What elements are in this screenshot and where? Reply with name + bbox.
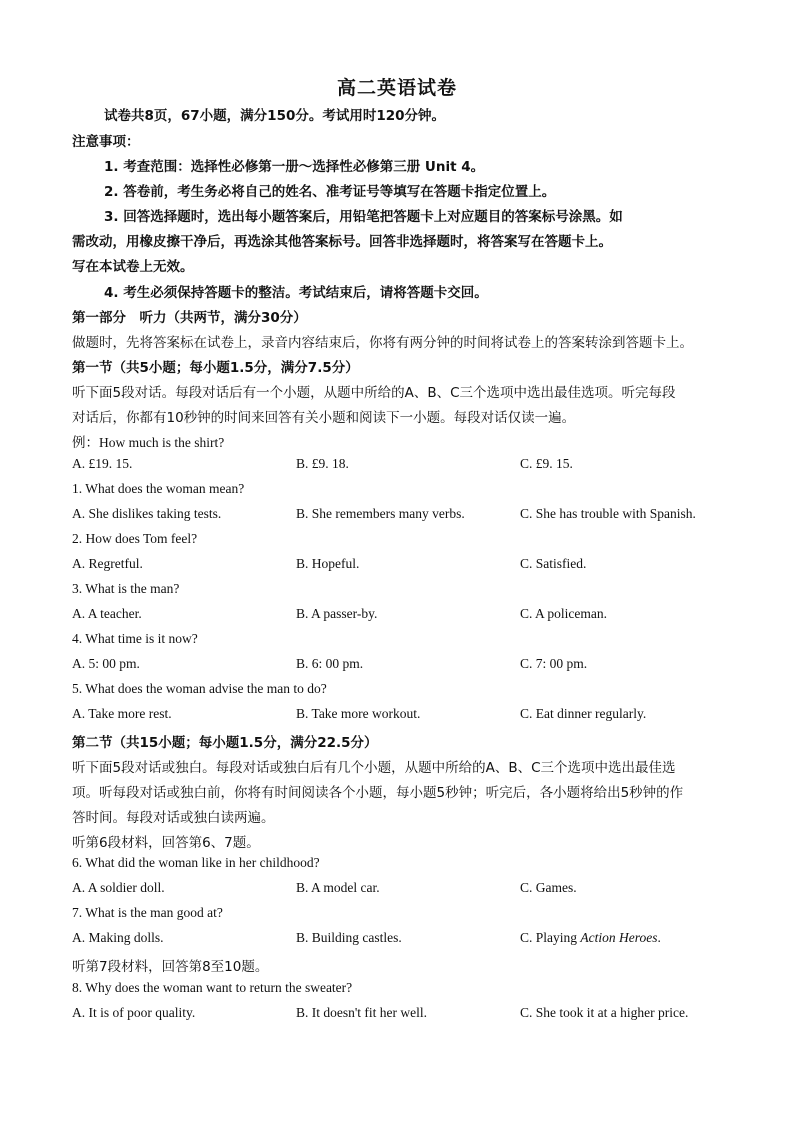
notice-item: 4. 考生必须保持答题卡的整洁。考试结束后，请将答题卡交回。 — [104, 285, 488, 301]
page-title: 高二英语试卷 — [336, 77, 457, 99]
q7-option-c-suffix: . — [657, 930, 661, 945]
q4-option-b: B. 6: 00 pm. — [296, 656, 364, 671]
notice-item: 写在本试卷上无效。 — [72, 259, 194, 275]
q5-option-c: C. Eat dinner regularly. — [520, 706, 647, 721]
question-5: 5. What does the woman advise the man to do? — [72, 681, 327, 696]
section1-instruction: 对话后，你都有10秒钟的时间来回答有关小题和阅读下一小题。每段对话仅读一遍。 — [72, 410, 576, 426]
q2-option-a: A. Regretful. — [72, 556, 143, 571]
q8-option-c: C. She took it at a higher price. — [520, 1005, 689, 1020]
section1-instruction: 听下面5段对话。每段对话后有一个小题，从题中所给的A、B、C三个选项中选出最佳选项。听完每段 — [72, 385, 676, 401]
q1-option-b: B. She remembers many verbs. — [296, 506, 465, 521]
material-6-label: 听第6段材料，回答第6、7题。 — [72, 835, 260, 851]
question-2: 2. How does Tom feel? — [72, 531, 198, 546]
q7-option-a: A. Making dolls. — [72, 930, 164, 945]
q2-option-b: B. Hopeful. — [296, 556, 360, 571]
q7-option-c-prefix: C. Playing — [520, 930, 581, 945]
notice-item: 需改动，用橡皮擦干净后，再选涂其他答案标号。回答非选择题时，将答案写在答题卡上。 — [72, 234, 612, 250]
question-1: 1. What does the woman mean? — [72, 481, 245, 496]
q2-option-c: C. Satisfied. — [520, 556, 587, 571]
q3-option-a: A. A teacher. — [72, 606, 142, 621]
notice-heading: 注意事项： — [72, 134, 140, 150]
q1-option-c: C. She has trouble with Spanish. — [520, 506, 696, 521]
section1-heading: 第一节（共5小题；每小题1.5分，满分7.5分） — [72, 360, 359, 376]
section2-instruction: 答时间。每段对话或独白读两遍。 — [72, 810, 275, 826]
q8-option-b: B. It doesn't fit her well. — [296, 1005, 428, 1020]
q5-option-b: B. Take more workout. — [296, 706, 421, 721]
exam-intro: 试卷共8页，67小题，满分150分。考试用时120分钟。 — [104, 108, 446, 124]
section2-heading: 第二节（共15小题；每小题1.5分，满分22.5分） — [72, 735, 378, 751]
question-6: 6. What did the woman like in her childhood? — [72, 855, 320, 870]
notice-item: 1. 考查范围：选择性必修第一册～选择性必修第三册 Unit 4。 — [104, 159, 485, 175]
question-4: 4. What time is it now? — [72, 631, 198, 646]
q7-option-c — [520, 930, 661, 946]
q3-option-c: C. A policeman. — [520, 606, 607, 621]
q6-option-a: A. A soldier doll. — [72, 880, 165, 895]
section2-instruction: 项。听每段对话或独白前，你将有时间阅读各个小题，每小题5秒钟；听完后，各小题将给出5秒钟的作 — [72, 785, 684, 801]
q1-option-a: A. She dislikes taking tests. — [72, 506, 222, 521]
q5-option-a: A. Take more rest. — [72, 706, 172, 721]
question-8: 8. Why does the woman want to return the sweater? — [72, 980, 353, 995]
q6-option-c: C. Games. — [520, 880, 577, 895]
example-option-c: C. £9. 15. — [520, 456, 573, 471]
question-3: 3. What is the man? — [72, 581, 180, 596]
notice-item: 3. 回答选择题时，选出每小题答案后，用铅笔把答题卡上对应题目的答案标号涂黑。如 — [104, 209, 623, 225]
example-question: 例：How much is the shirt? — [72, 435, 225, 450]
q4-option-a: A. 5: 00 pm. — [72, 656, 140, 671]
example-option-a: A. £19. 15. — [72, 456, 133, 471]
q7-option-b: B. Building castles. — [296, 930, 402, 945]
q8-option-a: A. It is of poor quality. — [72, 1005, 196, 1020]
notice-item: 2. 答卷前，考生务必将自己的姓名、准考证号等填写在答题卡指定位置上。 — [104, 184, 556, 200]
material-7-label: 听第7段材料，回答第8至10题。 — [72, 959, 269, 975]
q6-option-b: B. A model car. — [296, 880, 380, 895]
section2-instruction: 听下面5段对话或独白。每段对话或独白后有几个小题，从题中所给的A、B、C三个选项中选出最佳选 — [72, 760, 676, 776]
part1-heading: 第一部分 听力（共两节，满分30分） — [72, 310, 307, 326]
q4-option-c: C. 7: 00 pm. — [520, 656, 588, 671]
q7-option-c-title: Action Heroes — [580, 930, 658, 945]
question-7: 7. What is the man good at? — [72, 905, 223, 920]
example-option-b: B. £9. 18. — [296, 456, 349, 471]
part1-instruction: 做题时，先将答案标在试卷上，录音内容结束后，你将有两分钟的时间将试卷上的答案转涂到答题卡上。 — [72, 335, 693, 351]
q3-option-b: B. A passer-by. — [296, 606, 378, 621]
